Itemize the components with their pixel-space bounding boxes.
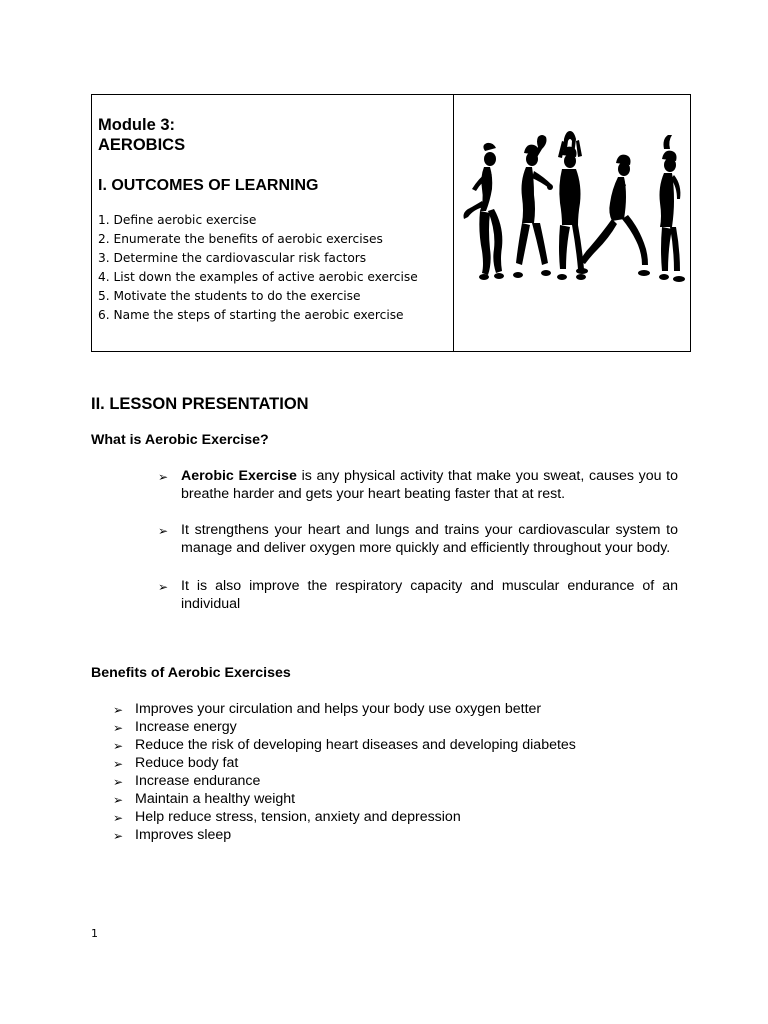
silhouette-figure-2 bbox=[513, 135, 553, 278]
definition-bullet-list bbox=[158, 467, 678, 631]
arrowhead-bullet-icon: ➢ bbox=[113, 829, 124, 843]
list-item bbox=[113, 772, 576, 790]
arrowhead-bullet-icon: ➢ bbox=[158, 580, 169, 594]
what-is-aerobic-heading: What is Aerobic Exercise? bbox=[91, 432, 269, 448]
arrowhead-bullet-icon: ➢ bbox=[113, 739, 124, 753]
list-item bbox=[113, 736, 576, 754]
module-title: AEROBICS bbox=[98, 136, 186, 154]
page-number: 1 bbox=[91, 927, 98, 940]
outcome-item: 5. Motivate the students to do the exercise bbox=[98, 289, 361, 303]
lesson-heading: II. LESSON PRESENTATION bbox=[91, 395, 309, 413]
arrowhead-bullet-icon: ➢ bbox=[113, 757, 124, 771]
list-item bbox=[113, 790, 576, 808]
arrowhead-bullet-icon: ➢ bbox=[113, 811, 124, 825]
silhouette-figure-3 bbox=[557, 131, 586, 280]
definition-bullet bbox=[158, 521, 678, 557]
outcomes-heading: I. OUTCOMES OF LEARNING bbox=[98, 177, 319, 194]
list-item bbox=[113, 700, 576, 718]
definition-text: It is also improve the respiratory capacity and muscular endurance of an individual bbox=[181, 578, 678, 612]
module-info-cell bbox=[92, 95, 454, 351]
benefit-text: Increase energy bbox=[135, 719, 237, 735]
definition-text: It strengthens your heart and lungs and trains your cardiovascular system to manage and deliver oxygen more quickly and efficiently throughout your body. bbox=[181, 522, 678, 556]
silhouette-figure-4 bbox=[576, 155, 650, 276]
arrowhead-bullet-icon: ➢ bbox=[158, 524, 169, 538]
arrowhead-bullet-icon: ➢ bbox=[113, 793, 124, 807]
module-image-cell bbox=[454, 95, 690, 351]
arrowhead-bullet-icon: ➢ bbox=[113, 721, 124, 735]
benefit-text: Improves sleep bbox=[135, 827, 232, 843]
benefits-heading: Benefits of Aerobic Exercises bbox=[91, 665, 291, 681]
module-header-table bbox=[91, 94, 691, 352]
list-item bbox=[113, 808, 576, 826]
benefit-text: Help reduce stress, tension, anxiety and depression bbox=[135, 809, 461, 825]
outcome-item: 2. Enumerate the benefits of aerobic exercises bbox=[98, 232, 383, 246]
outcomes-list bbox=[98, 211, 453, 325]
module-number: Module 3: bbox=[98, 116, 175, 134]
benefit-text: Increase endurance bbox=[135, 773, 261, 789]
arrowhead-bullet-icon: ➢ bbox=[158, 470, 169, 484]
benefit-text: Reduce the risk of developing heart diseases and developing diabetes bbox=[135, 737, 576, 753]
outcome-item: 3. Determine the cardiovascular risk factors bbox=[98, 251, 367, 265]
outcome-item: 4. List down the examples of active aerobic exercise bbox=[98, 270, 418, 284]
outcome-item: 1. Define aerobic exercise bbox=[98, 213, 257, 227]
arrowhead-bullet-icon: ➢ bbox=[113, 703, 124, 717]
list-item bbox=[113, 826, 576, 844]
list-item bbox=[113, 754, 576, 772]
benefit-text: Maintain a healthy weight bbox=[135, 791, 296, 807]
definition-text: is any physical activity that make you sweat, causes you to breathe harder and gets your heart beating faster that at rest. bbox=[181, 468, 678, 502]
definition-bold-term: Aerobic Exercise bbox=[181, 468, 297, 484]
arrowhead-bullet-icon: ➢ bbox=[113, 775, 124, 789]
outcome-item: 6. Name the steps of starting the aerobic exercise bbox=[98, 308, 404, 322]
definition-bullet bbox=[158, 577, 678, 613]
benefit-text: Improves your circulation and helps your body use oxygen better bbox=[135, 701, 542, 717]
aerobics-silhouettes-image bbox=[458, 131, 690, 291]
list-item bbox=[113, 718, 576, 736]
benefit-text: Reduce body fat bbox=[135, 755, 239, 771]
silhouette-figure-1 bbox=[464, 143, 505, 280]
benefits-list bbox=[113, 700, 576, 844]
silhouette-figure-5 bbox=[659, 135, 685, 282]
definition-bullet bbox=[158, 467, 678, 503]
